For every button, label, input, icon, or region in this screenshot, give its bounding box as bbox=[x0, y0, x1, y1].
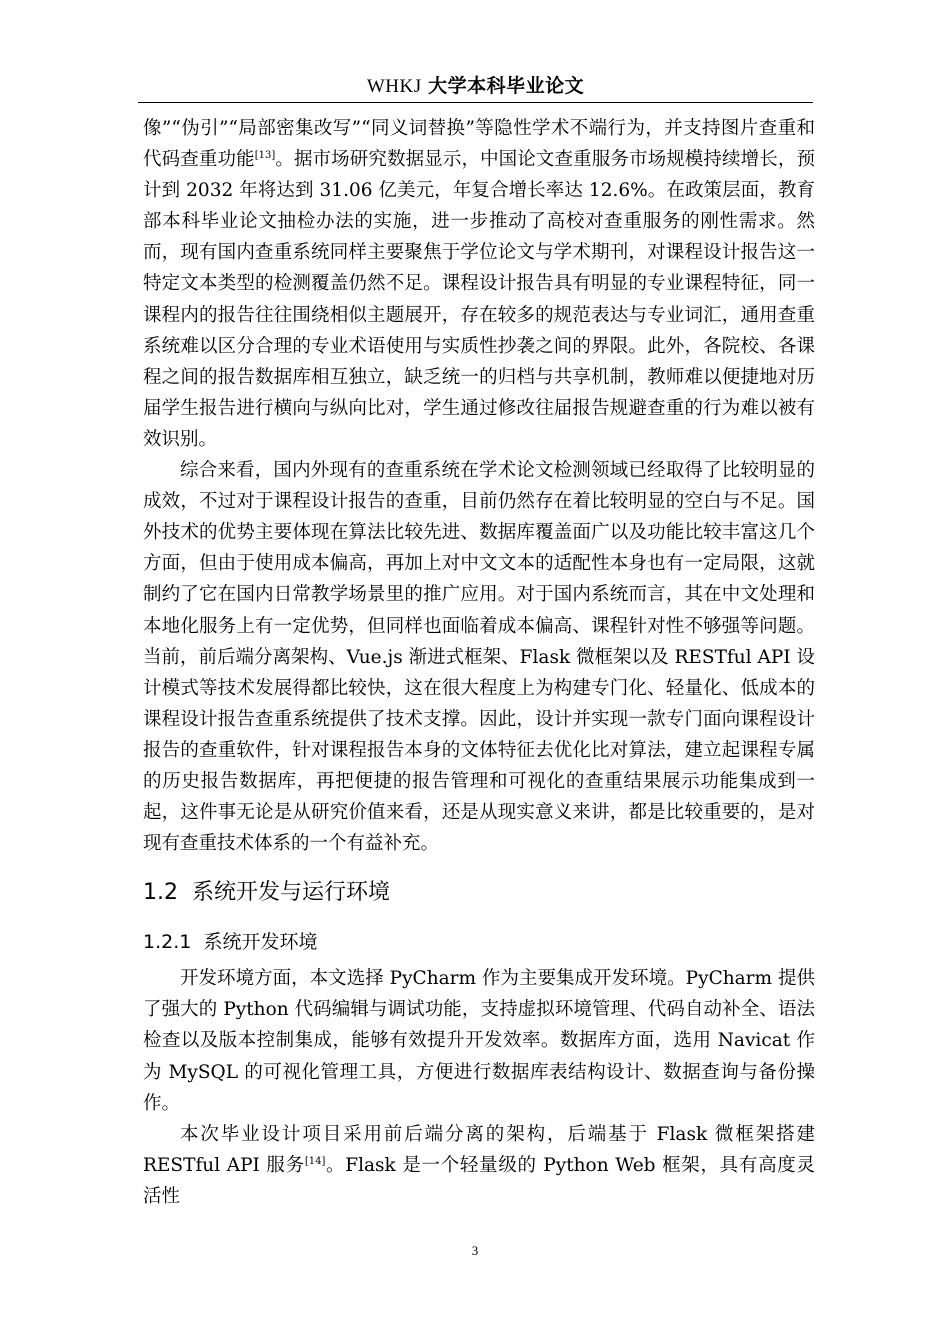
paragraph-architecture bbox=[143, 1119, 815, 1212]
header-rule bbox=[138, 102, 813, 103]
paragraph-dev-environment: 开发环境方面，本文选择 PyCharm 作为主要集成开发环境。PyCharm 提供了强大的 Python 代码编辑与调试功能，支持虚拟环境管理、代码自动补全、语法检查以及版本控制集成，能够有效提升开发效率。数据库方面，选用 Navicat 作为 MySQL 的可视化管理工具，方便进行数据库表结构设计、数据查询与备份操作。 bbox=[143, 968, 815, 1114]
header-title-cn: 大学本科毕业论文 bbox=[428, 75, 585, 97]
paragraph-summary: 综合来看，国内外现有的查重系统在学术论文检测领域已经取得了比较明显的成效，不过对于课程设计报告的查重，目前仍然存在着比较明显的空白与不足。国外技术的优势主要体现在算法比较先进、数据库覆盖面广以及功能比较丰富这几个方面，但由于使用成本偏高，再加上对中文文本的适配性本身也有一定局限，这就制约了它在国内日常教学场景里的推广应用。对于国内系统而言，其在中文处理和本地化服务上有一定优势，但同样也面临着成本偏高、课程针对性不够强等问题。当前，前后端分离架构、Vue.js 渐进式框架、Flask 微框架以及 RESTful API 设计模式等技术发展得都比较快，这在很大程度上为构建专门化、轻量化、低成本的课程设计报告查重系统提供了技术支撑。因此，设计并实现一款专门面向课程设计报告的查重软件，针对课程报告本身的文体特征去优化比对算法，建立起课程专属的历史报告数据库，再把便捷的报告管理和可视化的查重结果展示功能集成到一起，这件事无论是从研究价值来看，还是从现实意义来讲，都是比较重要的，是对现有查重技术体系的一个有益补充。 bbox=[143, 460, 815, 855]
citation-ref: [14] bbox=[304, 1155, 326, 1167]
subsection-heading bbox=[143, 927, 815, 957]
page-header bbox=[138, 70, 813, 102]
section-title: 系统开发与运行环境 bbox=[192, 880, 391, 906]
header-title-en: WHKJ bbox=[366, 76, 422, 97]
section-number: 1.2 bbox=[143, 880, 178, 906]
section-heading bbox=[143, 877, 815, 909]
subsection-title: 系统开发环境 bbox=[203, 931, 318, 954]
paragraph-continuation bbox=[143, 113, 815, 455]
paragraph-text: 像”“伪引”“局部密集改写”“同义词替换”等隐性学术不端行为，并支持图片查重和代码查重功能 bbox=[143, 118, 815, 171]
paragraph-text: 本次毕业设计项目采用前后端分离的架构，后端基于 Flask 微框架搭建 RESTful API 服务 bbox=[143, 1123, 815, 1176]
paragraph-text: 。Flask 是一个轻量级的 Python Web 框架，具有高度灵活性 bbox=[143, 1154, 815, 1207]
paragraph-text: 。据市场研究数据显示，中国论文查重服务市场规模持续增长，预计到 2032 年将达到 31.06 亿美元，年复合增长率达 12.6%。在政策层面，教育部本科毕业论文抽检办法的实施，进一步推动了高校对查重服务的刚性需求。然而，现有国内查重系统同样主要聚焦于学位论文与学术期刊，对课程设计报告这一特定文本类型的检测覆盖仍然不足。课程设计报告具有明显的专业课程特征，同一课程内的报告往往围绕相似主题展开，存在较多的规范表达与专业词汇，通用查重系统难以区分合理的专业术语使用与实质性抄袭之间的界限。此外，各院校、各课程之间的报告数据库相互独立，缺乏统一的归档与共享机制，教师难以便捷地对历届学生报告进行横向与纵向比对，学生通过修改往届报告规避查重的行为难以被有效识别。 bbox=[143, 149, 815, 450]
page-number: 3 bbox=[471, 1243, 479, 1258]
subsection-number: 1.2.1 bbox=[143, 931, 192, 954]
citation-ref: [13] bbox=[254, 149, 276, 161]
document-body bbox=[143, 113, 815, 1212]
